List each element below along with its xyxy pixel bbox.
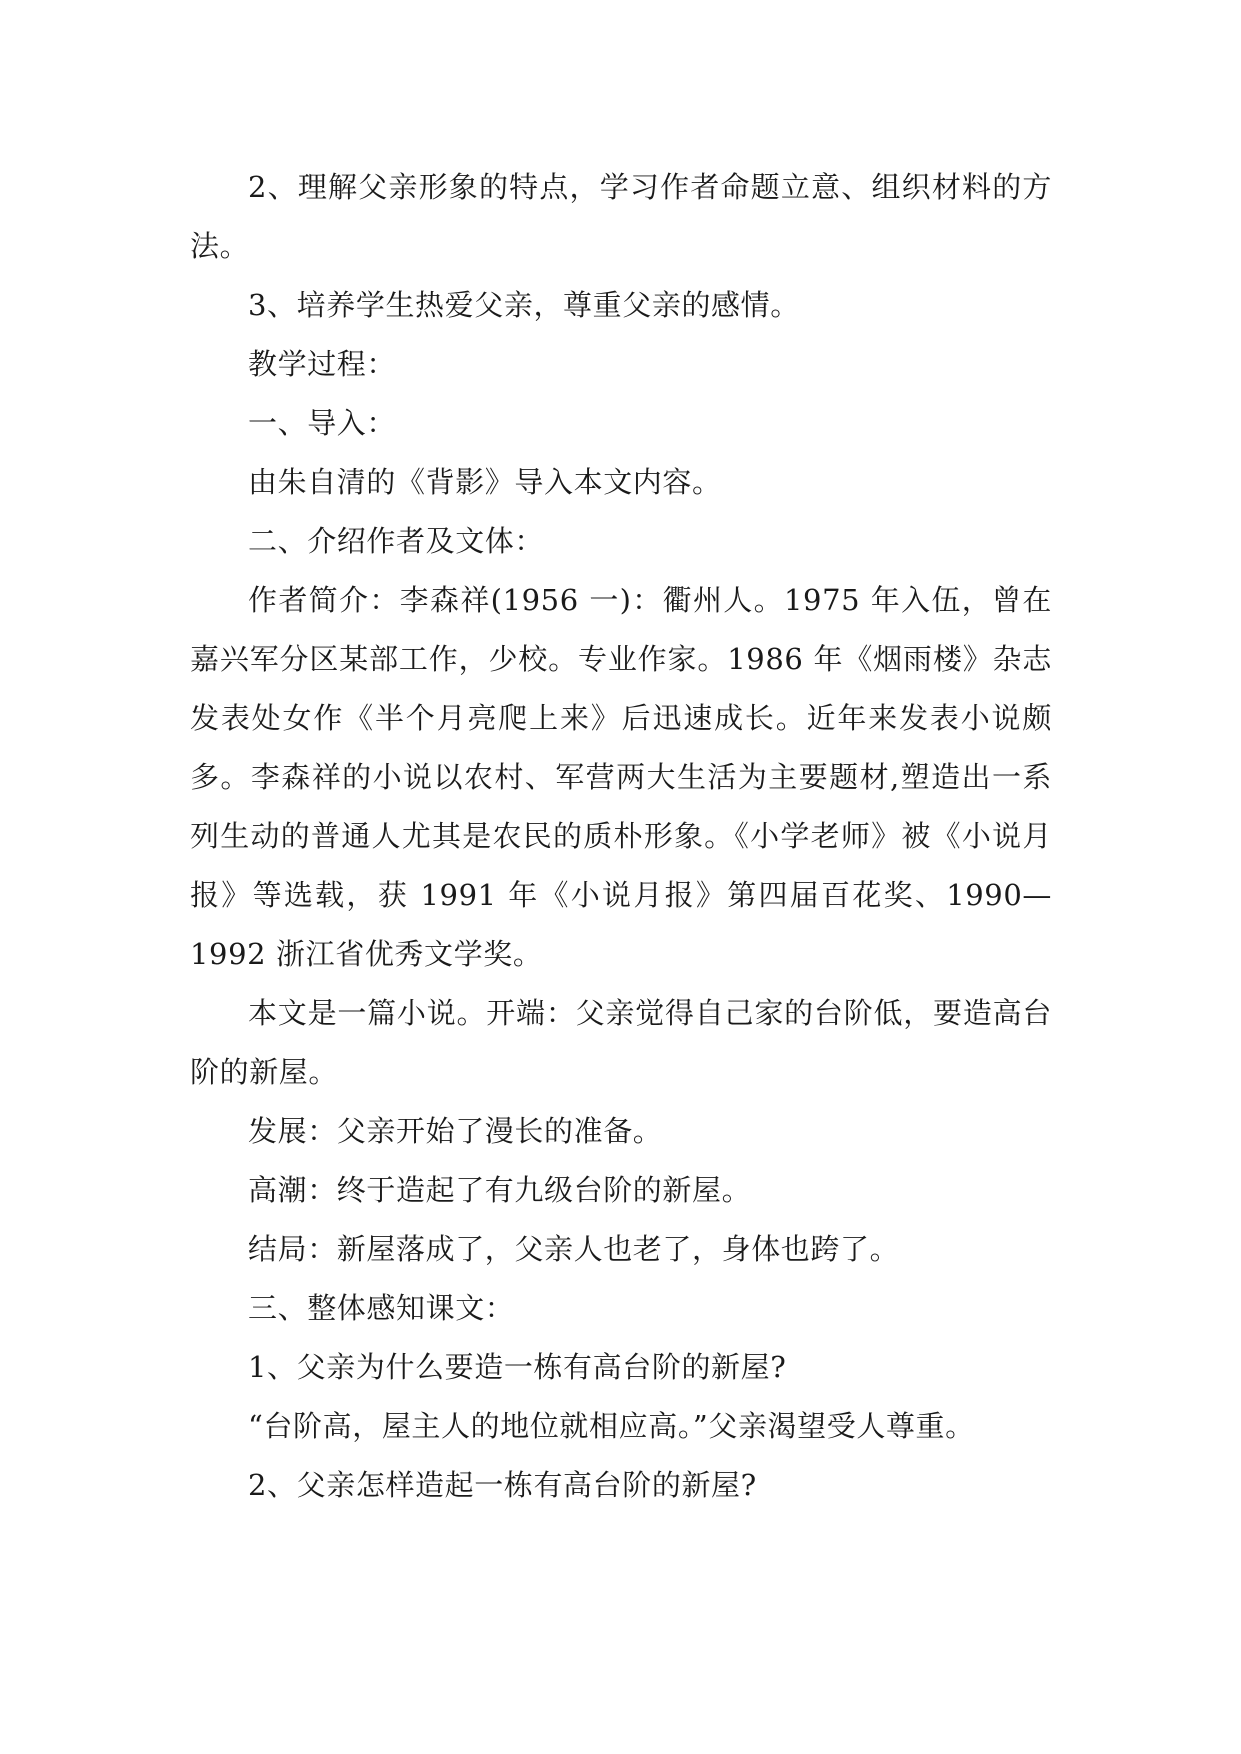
heading-teaching-process: 教学过程： (248, 347, 397, 381)
heading-overall-perception: 三、整体感知课文： (248, 1291, 515, 1325)
paragraph-author-bio: 作者简介：李森祥(1956 一)：衢州人。1975 年入伍，曾在嘉兴军分区某部工作，少校。专业作家。1986 年《烟雨楼》杂志发表处女作《半个月亮爬上来》后迅速成长。近年来发表小说颇多。李森祥的小说以农村、军营两大生活为主要题材,塑造出一系列生动的普通人尤其是农民的质朴形象。《小学老师》被《小说月报》等选载，获 1991 年《小说月报》第四届百花奖、1990—1992 浙江省优秀文学奖。 (190, 583, 1052, 971)
paragraph-plot-development: 发展：父亲开始了漫长的准备。 (248, 1114, 663, 1148)
paragraph-introduction: 由朱自清的《背影》导入本文内容。 (248, 465, 722, 499)
answer-1: “台阶高，屋主人的地位就相应高。”父亲渴望受人尊重。 (248, 1409, 975, 1443)
heading-author-genre: 二、介绍作者及文体： (248, 524, 545, 558)
paragraph-plot-climax: 高潮：终于造起了有九级台阶的新屋。 (248, 1173, 752, 1207)
heading-introduction: 一、导入： (248, 406, 397, 440)
paragraph-objective-3: 3、培养学生热爱父亲，尊重父亲的感情。 (248, 288, 800, 322)
paragraph-objective-2: 2、理解父亲形象的特点，学习作者命题立意、组织材料的方法。 (190, 170, 1052, 263)
paragraph-plot-ending: 结局：新屋落成了，父亲人也老了，身体也跨了。 (248, 1232, 900, 1266)
document-body (190, 158, 1052, 1515)
paragraph-plot-beginning: 本文是一篇小说。开端：父亲觉得自己家的台阶低，要造高台阶的新屋。 (190, 996, 1052, 1089)
question-1: 1、父亲为什么要造一栋有高台阶的新屋? (248, 1350, 787, 1384)
question-2: 2、父亲怎样造起一栋有高台阶的新屋? (248, 1468, 757, 1502)
